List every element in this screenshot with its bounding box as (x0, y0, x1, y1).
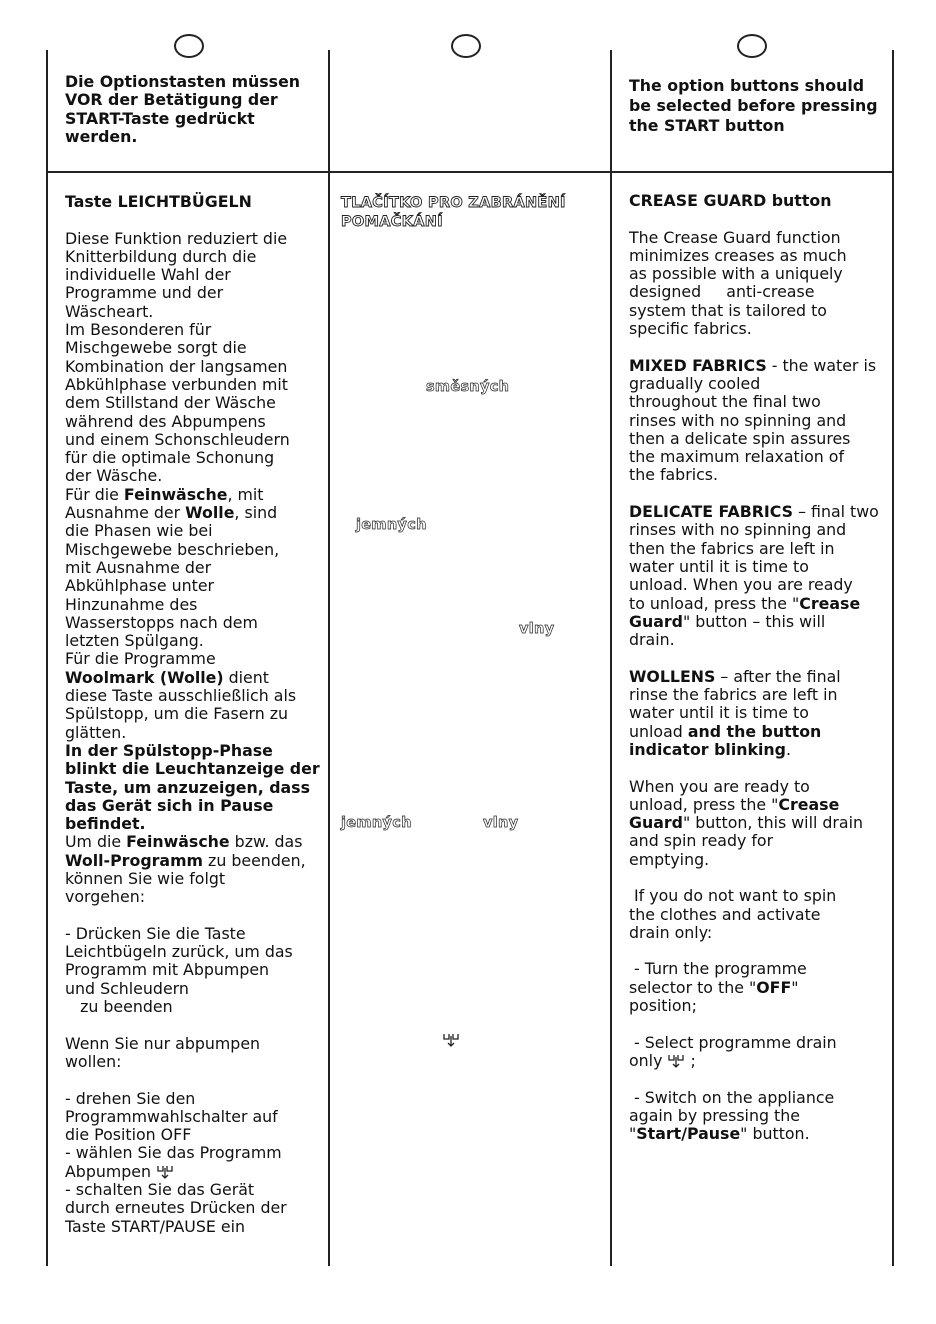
english-column: CREASE GUARD button The Crease Guard function minimizes creases as much as possible with a uniquely designed anti-crease system that is tailored to specific fabrics. MIXED FABRICS - the water is gradually cooled throughout the final two rinses with no spinning and then a delicate spin assures the maximum relaxation of the fabrics. DELICATE FABRICS – final two rinses with no spinning and then the fabrics are left in water until it is time to unload. When you are ready to unload, press the "Crease Guard" button – this will drain. WOLLENS – after the final rinse the fabrics are left in water until it is time to unload and the button indicator blinking. When you are ready to unload, press the "Crease Guard" button, this will drain and spin ready for emptying. If you do not want to spin the clothes and activate drain only: - Turn the programme selector to the "OFF" position; - Select programme drain only ; - Switch on the appliance again by pressing the "Start/Pause" button. (629, 191, 879, 1144)
en-title: CREASE GUARD button (629, 191, 832, 210)
drain-icon-cz (442, 1032, 460, 1048)
top-note-en: The option buttons should be selected before pressing the START button (629, 76, 878, 135)
column-divider-right (892, 50, 894, 1266)
top-rule-middle (328, 171, 612, 173)
de-title: Taste LEICHTBÜGELN (65, 192, 252, 211)
column-divider-middle-left (328, 50, 330, 1266)
language-circle-en (737, 34, 767, 58)
cz-title: TLAČÍTKO PRO ZABRÁNĚNÍ POMAČKÁNÍ (341, 195, 566, 230)
column-divider-middle-right (610, 50, 612, 1266)
top-rule-left (46, 171, 330, 173)
language-circle-de (174, 34, 204, 58)
cz-word-jemnych-2: jemných (341, 815, 412, 831)
top-note-de: Die Optionstasten müssen VOR der Betätigung der START-Taste gedrückt werden. (65, 72, 301, 146)
german-column: Taste LEICHTBÜGELN Diese Funktion reduziert die Knitterbildung durch die individuelle Wahl der Programme und der Wäscheart. Im Besonderen für Mischgewebe sorgt die Kombination der langsamen Abkühlphase verbunden mit dem Stillstand der Wäsche während des Abpumpens und einem Schonschleudern für die optimale Schonung der Wäsche. Für die Feinwäsche, mit Ausnahme der Wolle, sind die Phasen wie bei Mischgewebe beschrieben, mit Ausnahme der Abkühlphase unter Hinzunahme des Wasserstopps nach dem letzten Spülgang. Für die Programme Woolmark (Wolle) dient diese Taste ausschließlich als Spülstopp, um die Fasern zu glätten. In der Spülstopp-Phase blinkt die Leuchtanzeige der Taste, um anzuzeigen, dass das Gerät sich in Pause befindet. Um die Feinwäsche bzw. das Woll-Programm zu beenden, können Sie wie folgt vorgehen: - Drücken Sie die Taste Leichtbügeln zurück, um das Programm mit Abpumpen und Schleudern zu beenden Wenn Sie nur abpumpen wollen: - drehen Sie den Programmwahlschalter auf die Position OFF - wählen Sie das Programm Abpumpen - schalten Sie das Gerät durch erneutes Drücken der Taste START/PAUSE ein (65, 192, 320, 1236)
cz-word-smesnych: směsných (426, 379, 510, 395)
drain-icon (156, 1164, 174, 1180)
cz-word-vlny-2: vlny (483, 815, 519, 831)
cz-word-jemnych: jemných (356, 517, 427, 533)
cz-word-vlny: vlny (519, 621, 555, 637)
column-divider-left (46, 50, 48, 1266)
drain-icon-en (667, 1053, 685, 1069)
language-circle-cz (451, 34, 481, 58)
top-rule-right (610, 171, 894, 173)
